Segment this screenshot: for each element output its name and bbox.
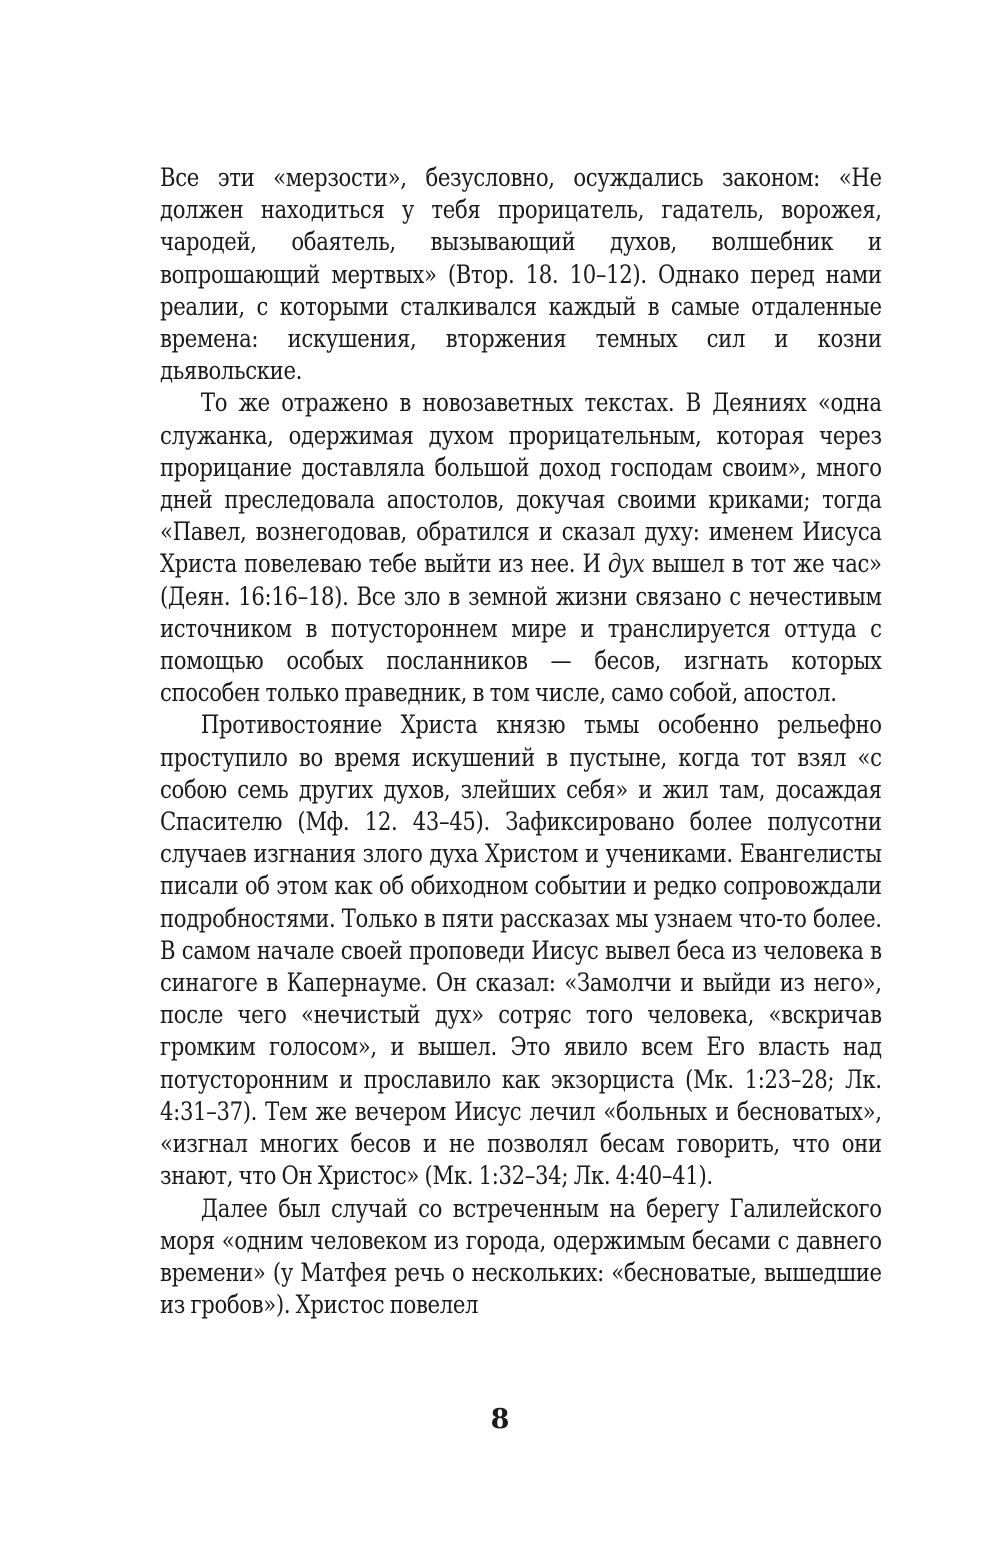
paragraph-1: Все эти «мерзости», безусловно, осуждались законом: «Не должен находиться у тебя прорицатель, гадатель, ворожея, чародей, обаятель, вызывающий духов, волшебник и вопрошающий мертвых» (Втор. 18. 10–12). Однако перед нами реалии, с которыми сталкивался каждый в самые отдаленные времена: искушения, вторжения темных сил и козни дьявольские. <box>160 163 882 386</box>
book-page-body <box>160 162 882 1321</box>
paragraph-3: Противостояние Христа князю тьмы особенно рельефно проступило во время искушений в пустыне, когда тот взял «с собою семь других духов, злейших себя» и жил там, досаждая Спасителю (Мф. 12. 43–45). Зафиксировано более полусотни случаев изгнания злого духа Христом и учениками. Евангелисты писали об этом как об обиходном событии и редко сопровождали подробностями. Только в пяти рассказах мы узнаем что-то более. В самом начале своей проповеди Иисус вывел беса из человека в синагоге в Капернауме. Он сказал: «Замолчи и выйди из него», после чего «нечистый дух» сотряс того человека, «вскричав громким голосом», и вышел. Это явило всем Его власть над потусторонним и прославило как экзорциста (Мк. 1:23–28; Лк. 4:31–37). Тем же вечером Иисус лечил «больных и бесноватых», «изгнал многих бесов и не позволял бесам говорить, что они знают, что Он Христос» (Мк. 1:32–34; Лк. 4:40–41). <box>160 710 882 1191</box>
page-number: 8 <box>490 1404 510 1435</box>
italic-word-dukh: дух <box>607 549 645 579</box>
paragraph-2 <box>160 387 882 709</box>
paragraph-4: Далее был случай со встреченным на берегу Галилейского моря «одним человеком из города, одержимым бесами с давнего времени» (у Матфея речь о нескольких: «бесноватые, вышедшие из гробов»). Христос повелел <box>160 1193 882 1320</box>
paragraph-2-text-end: вышел в тот же час» (Деян. 16:16–18). Все зло в земной жизни связано с нечестивым источником в потустороннем мире и транслируется оттуда с помощью особых посланников — бесов, изгнать которых способен только праведник, в том числе, само собой, апостол. <box>160 549 882 708</box>
paragraph-2-text-start: То же отражено в новозаветных текстах. В Деяниях «одна служанка, одержимая духом прорицательным, которая через прорицание доставляла большой доход господам своим», много дней преследовала апостолов, докучая своими криками; тогда «Павел, вознегодовав, обратился и сказал духу: именем Иисуса Христа повелеваю тебе выйти из нее. И <box>160 388 882 579</box>
